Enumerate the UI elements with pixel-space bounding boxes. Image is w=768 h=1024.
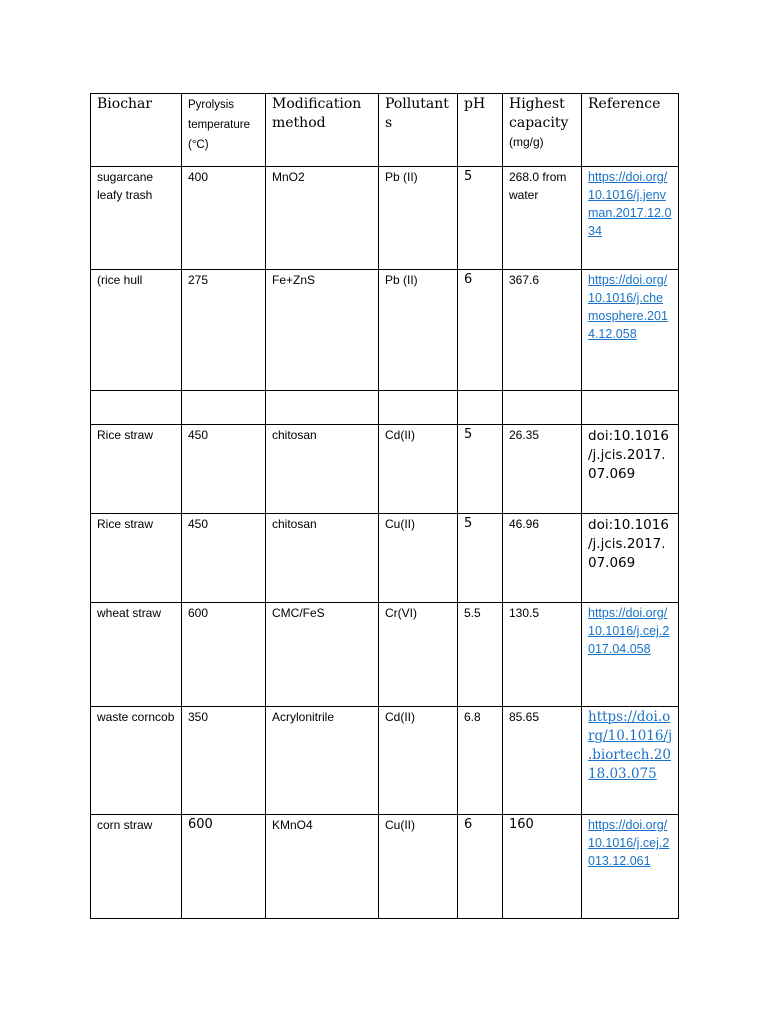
cell-temperature: 350 bbox=[182, 707, 266, 815]
table-row bbox=[91, 514, 679, 603]
cell-reference bbox=[582, 815, 679, 919]
table-row bbox=[91, 167, 679, 270]
cell-capacity: 85.65 bbox=[503, 707, 582, 815]
header-biochar: Biochar bbox=[91, 94, 182, 167]
cell-ph: 6 bbox=[458, 270, 503, 391]
cell-pollutant: Cu(II) bbox=[379, 514, 458, 603]
reference-link[interactable]: https://doi.org/10.1016/j.jenvman.2017.12.034 bbox=[588, 170, 672, 238]
cell-capacity: 26.35 bbox=[503, 425, 582, 514]
cell-ph: 5 bbox=[458, 425, 503, 514]
cell-pollutant: Cr(VI) bbox=[379, 603, 458, 707]
cell-capacity: 130.5 bbox=[503, 603, 582, 707]
header-capacity-unit: (mg/g) bbox=[509, 135, 544, 149]
header-capacity bbox=[503, 94, 582, 167]
cell-biochar: Rice straw bbox=[91, 425, 182, 514]
cell-modification bbox=[266, 391, 379, 425]
header-ph: pH bbox=[458, 94, 503, 167]
cell-capacity: 367.6 bbox=[503, 270, 582, 391]
cell-ph: 5 bbox=[458, 167, 503, 270]
cell-reference bbox=[582, 707, 679, 815]
cell-modification: chitosan bbox=[266, 514, 379, 603]
cell-ph bbox=[458, 391, 503, 425]
cell-ph: 5.5 bbox=[458, 603, 503, 707]
cell-modification: chitosan bbox=[266, 425, 379, 514]
cell-capacity: 160 bbox=[503, 815, 582, 919]
cell-capacity: 46.96 bbox=[503, 514, 582, 603]
cell-biochar: wheat straw bbox=[91, 603, 182, 707]
cell-modification: KMnO4 bbox=[266, 815, 379, 919]
cell-pollutant: Cu(II) bbox=[379, 815, 458, 919]
table-row bbox=[91, 603, 679, 707]
cell-temperature: 450 bbox=[182, 514, 266, 603]
cell-temperature: 600 bbox=[182, 815, 266, 919]
cell-modification: CMC/FeS bbox=[266, 603, 379, 707]
cell-pollutant: Cd(II) bbox=[379, 707, 458, 815]
reference-link[interactable]: https://doi.org/10.1016/j.chemosphere.2014.12.058 bbox=[588, 273, 668, 341]
cell-biochar: sugarcane leafy trash bbox=[91, 167, 182, 270]
cell-reference bbox=[582, 167, 679, 270]
table-row-empty bbox=[91, 391, 679, 425]
cell-reference: doi:10.1016/j.jcis.2017.07.069 bbox=[582, 514, 679, 603]
cell-ph: 6 bbox=[458, 815, 503, 919]
biochar-table bbox=[90, 93, 679, 919]
header-capacity-label: Highest capacity bbox=[509, 96, 569, 131]
header-temperature: Pyrolysis temperature (°C) bbox=[182, 94, 266, 167]
cell-modification: Acrylonitrile bbox=[266, 707, 379, 815]
cell-ph: 5 bbox=[458, 514, 503, 603]
cell-biochar: Rice straw bbox=[91, 514, 182, 603]
cell-temperature: 600 bbox=[182, 603, 266, 707]
cell-reference bbox=[582, 603, 679, 707]
reference-link[interactable]: https://doi.org/10.1016/j.cej.2017.04.058 bbox=[588, 606, 670, 656]
cell-biochar: waste corncob bbox=[91, 707, 182, 815]
header-row bbox=[91, 94, 679, 167]
cell-biochar bbox=[91, 391, 182, 425]
header-pollutants: Pollutants bbox=[379, 94, 458, 167]
cell-temperature bbox=[182, 391, 266, 425]
cell-reference bbox=[582, 270, 679, 391]
cell-pollutant: Pb (II) bbox=[379, 167, 458, 270]
header-reference: Reference bbox=[582, 94, 679, 167]
cell-ph: 6.8 bbox=[458, 707, 503, 815]
cell-temperature: 275 bbox=[182, 270, 266, 391]
table-row bbox=[91, 815, 679, 919]
table-row bbox=[91, 425, 679, 514]
table-row bbox=[91, 707, 679, 815]
cell-capacity bbox=[503, 391, 582, 425]
cell-pollutant: Pb (II) bbox=[379, 270, 458, 391]
header-modification: Modification method bbox=[266, 94, 379, 167]
cell-reference bbox=[582, 391, 679, 425]
cell-reference: doi:10.1016/j.jcis.2017.07.069 bbox=[582, 425, 679, 514]
cell-biochar: (rice hull bbox=[91, 270, 182, 391]
cell-temperature: 400 bbox=[182, 167, 266, 270]
cell-biochar: corn straw bbox=[91, 815, 182, 919]
cell-pollutant bbox=[379, 391, 458, 425]
table-row bbox=[91, 270, 679, 391]
cell-pollutant: Cd(II) bbox=[379, 425, 458, 514]
cell-modification: MnO2 bbox=[266, 167, 379, 270]
cell-capacity: 268.0 from water bbox=[503, 167, 582, 270]
cell-temperature: 450 bbox=[182, 425, 266, 514]
reference-link[interactable]: https://doi.org/10.1016/j.cej.2013.12.061 bbox=[588, 818, 670, 868]
cell-modification: Fe+ZnS bbox=[266, 270, 379, 391]
reference-link[interactable]: https://doi.org/10.1016/j.biortech.2018.03.075 bbox=[588, 709, 673, 782]
